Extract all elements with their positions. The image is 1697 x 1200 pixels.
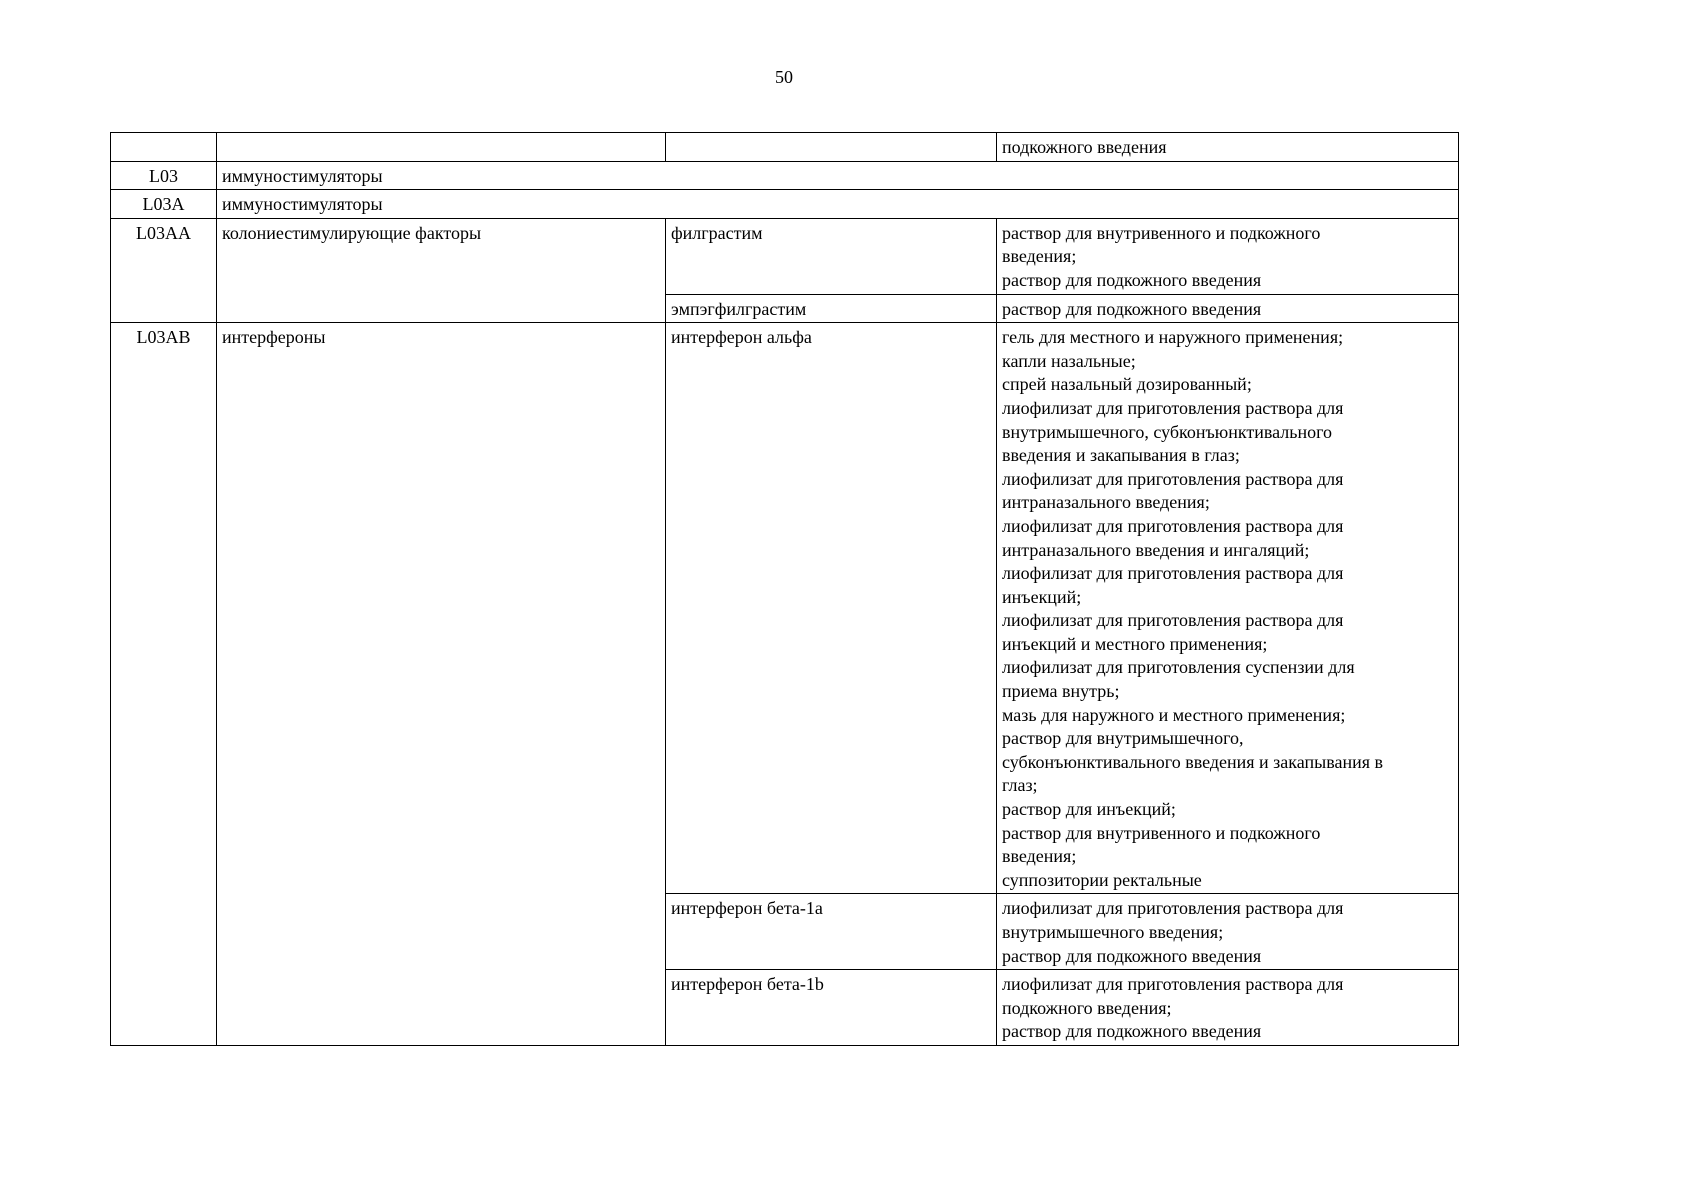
dosage-form-line: лиофилизат для приготовления раствора для <box>1002 610 1344 631</box>
dosage-form-line: лиофилизат для приготовления раствора для <box>1002 468 1344 489</box>
dosage-forms-cell <box>997 970 1459 1046</box>
dosage-form-line: мазь для наружного и местного применения; <box>1002 704 1346 725</box>
dosage-forms-cell <box>997 294 1459 323</box>
dosage-form-line: интраназального введения и ингаляций; <box>1002 539 1310 560</box>
dosage-form-line: лиофилизат для приготовления раствора для <box>1002 397 1344 418</box>
group-name-cell: колониестимулирующие факторы <box>217 218 666 322</box>
atc-code-cell: L03AA <box>111 218 217 322</box>
group-name-cell: интерфероны <box>217 323 666 1046</box>
dosage-form-line: лиофилизат для приготовления раствора для <box>1002 515 1344 536</box>
dosage-form-line: приема внутрь; <box>1002 681 1120 702</box>
dosage-form-line: раствор для внутримышечного, <box>1002 728 1244 749</box>
dosage-form-line: введения и закапывания в глаз; <box>1002 445 1240 466</box>
table-row <box>111 190 1459 219</box>
table-row <box>111 161 1459 190</box>
table-row <box>111 133 1459 162</box>
dosage-form-line: суппозитории ректальные <box>1002 869 1202 890</box>
dosage-form-line: подкожного введения; <box>1002 997 1172 1018</box>
dosage-form-line: глаз; <box>1002 775 1038 796</box>
atc-code-cell: L03 <box>111 161 217 190</box>
dosage-form-line: раствор для инъекций; <box>1002 799 1176 820</box>
dosage-form-line: введения; <box>1002 846 1077 867</box>
group-name-cell <box>217 133 666 162</box>
dosage-forms-cell <box>997 323 1459 894</box>
dosage-form-line: раствор для внутривенного и подкожного <box>1002 222 1321 243</box>
atc-code-cell <box>111 133 217 162</box>
drug-name-cell: интерферон альфа <box>666 323 997 894</box>
dosage-form-line: инъекций; <box>1002 586 1082 607</box>
page-number: 50 <box>775 67 793 87</box>
table-row <box>111 323 1459 894</box>
drug-name-cell: филграстим <box>666 218 997 294</box>
dosage-form-line: внутримышечного введения; <box>1002 922 1224 942</box>
dosage-form-line: субконъюнктивального введения и закапывания в <box>1002 751 1384 772</box>
dosage-form-line: интраназального введения; <box>1002 492 1210 513</box>
atc-code-cell: L03AB <box>111 323 217 1046</box>
drug-table <box>110 132 1459 1046</box>
dosage-forms-cell <box>997 133 1459 162</box>
drug-name-cell: эмпэгфилграстим <box>666 294 997 323</box>
table-row <box>111 218 1459 294</box>
dosage-form-line: раствор для подкожного введения <box>1002 269 1262 290</box>
dosage-form-line: капли назальные; <box>1002 350 1136 371</box>
drug-name-cell: интерферон бета-1b <box>666 970 997 1046</box>
atc-code-cell: L03A <box>111 190 217 219</box>
drug-name-cell <box>666 133 997 162</box>
dosage-form-line: лиофилизат для приготовления суспензии для <box>1002 657 1355 678</box>
dosage-form-line: раствор для подкожного введения <box>1002 1021 1262 1042</box>
dosage-form-line: раствор для внутривенного и подкожного <box>1002 822 1321 843</box>
dosage-form-line: инъекций и местного применения; <box>1002 633 1268 654</box>
dosage-form-line: лиофилизат для приготовления раствора для <box>1002 974 1344 995</box>
dosage-form-line: раствор для подкожного введения <box>1002 298 1262 319</box>
dosage-form-line: раствор для подкожного введения <box>1002 945 1262 966</box>
drug-name-cell: интерферон бета-1a <box>666 894 997 970</box>
dosage-form-line: спрей назальный дозированный; <box>1002 374 1252 395</box>
group-name-cell: иммуностимуляторы <box>217 190 1459 219</box>
group-name-cell: иммуностимуляторы <box>217 161 1459 190</box>
dosage-forms-cell <box>997 218 1459 294</box>
dosage-form-line: введения; <box>1002 246 1077 267</box>
dosage-forms-cell <box>997 894 1459 970</box>
dosage-form-line: лиофилизат для приготовления раствора для <box>1002 563 1344 584</box>
dosage-form-line: внутримышечного, субконъюнктивального <box>1002 421 1333 442</box>
dosage-form-line: гель для местного и наружного применения; <box>1002 327 1344 348</box>
dosage-form-line: подкожного введения <box>1002 137 1167 157</box>
dosage-form-line: лиофилизат для приготовления раствора для <box>1002 898 1344 919</box>
